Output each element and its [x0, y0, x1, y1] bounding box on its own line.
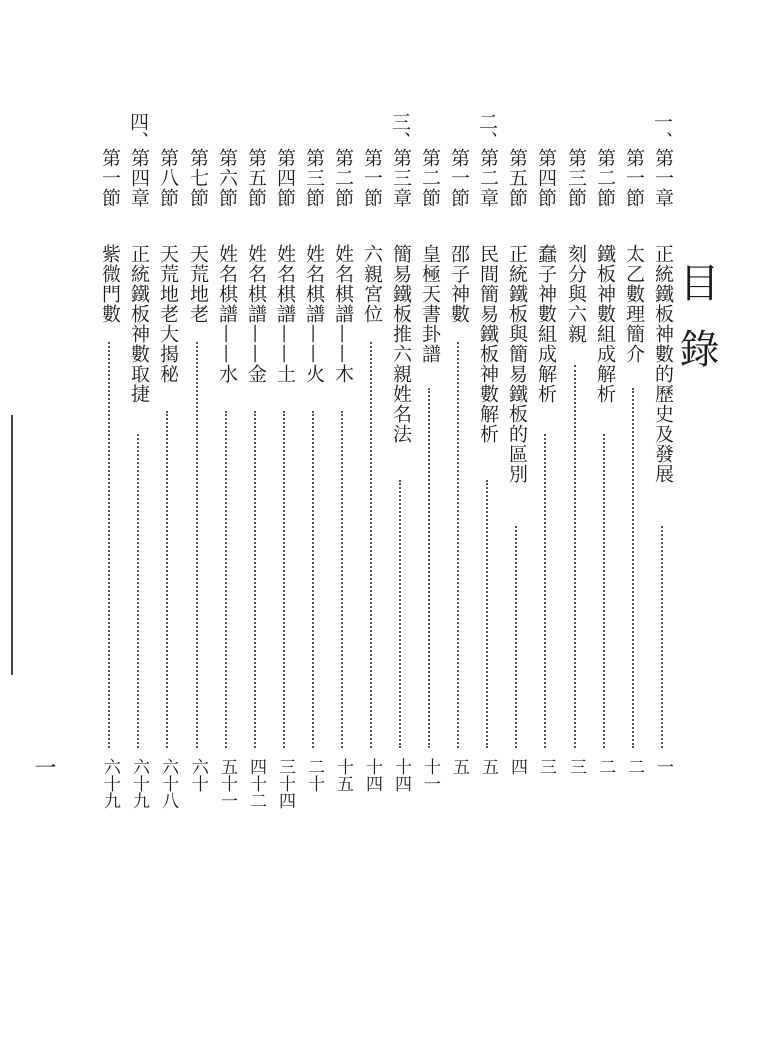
toc-entry: [187, 148, 209, 828]
toc-entry-title: 民間簡易鐵板神數解析: [477, 244, 499, 444]
toc-entry: [506, 148, 528, 828]
toc-entry-page: 三: [566, 758, 586, 775]
toc-leader-dots: [254, 411, 256, 748]
toc-entry: [535, 148, 557, 828]
toc-entry-label: 第四章: [128, 148, 150, 208]
toc-entry: [157, 148, 179, 828]
toc-leader-dots: [574, 365, 576, 748]
toc-entry-title: 正統鐵板神數的歷史及發展: [652, 244, 674, 484]
toc-leader-dots: [225, 411, 227, 748]
toc-entry-page: 五: [449, 758, 469, 775]
toc-entry-page: 二: [624, 758, 644, 775]
toc-leader-dots: [137, 434, 139, 748]
toc-entry-label: 第三節: [303, 148, 325, 208]
toc-entry-page: 六十九: [100, 758, 120, 809]
toc-entry-page: 十五: [333, 758, 353, 792]
toc-entry-page: 十一: [420, 758, 440, 792]
toc-entry-label: 第二節: [332, 148, 354, 208]
toc-leader-dots: [457, 342, 459, 748]
chapter-marker-1: 一、: [651, 112, 673, 150]
toc-entry-label: 第二節: [419, 148, 441, 208]
toc-entry-page: 四十二: [246, 758, 266, 809]
toc-entry-title: 姓名棋譜——水: [216, 244, 238, 384]
toc-entry-label: 第四節: [274, 148, 296, 208]
toc-entry-page: 二十: [304, 758, 324, 792]
toc-entry-label: 第一節: [623, 148, 645, 208]
binding-edge-line: [11, 415, 13, 675]
toc-entry-page: 十四: [391, 758, 411, 792]
toc-entry-page: 六十八: [158, 758, 178, 809]
toc-entry-title: 簡易鐵板推六親姓名法: [390, 244, 412, 444]
toc-entry-label: 第一節: [448, 148, 470, 208]
toc-entry: [332, 148, 354, 828]
toc-entry-label: 第一節: [361, 148, 383, 208]
toc-entry-title: 天荒地老: [187, 244, 209, 324]
toc-leader-dots: [661, 526, 663, 748]
toc-entry-label: 第三節: [565, 148, 587, 208]
toc-entry: [652, 148, 674, 828]
folio-mark: 一: [31, 756, 56, 778]
toc-entry-page: 六十: [188, 758, 208, 792]
toc-leader-dots: [370, 342, 372, 748]
toc-entry: [274, 148, 296, 828]
toc-leader-dots: [428, 388, 430, 748]
toc-entry: [419, 148, 441, 828]
toc-entry-page: 一: [653, 758, 673, 775]
toc-entry-title: 姓名棋譜——土: [274, 244, 296, 384]
toc-entry-title: 姓名棋譜——木: [332, 244, 354, 384]
toc-entry-page: 五: [478, 758, 498, 775]
toc-leader-dots: [603, 434, 605, 748]
toc-entry-title: 姓名棋譜——火: [303, 244, 325, 384]
toc-entry-title: 鐵板神數組成解析: [594, 244, 616, 404]
toc-entry-title: 六親宮位: [361, 244, 383, 324]
toc-entry-label: 第二節: [594, 148, 616, 208]
toc-entry-title: 紫微門數: [99, 244, 121, 324]
chapter-marker-2: 二、: [476, 112, 498, 150]
toc-leader-dots: [108, 342, 110, 748]
page-title: 目錄: [673, 262, 719, 394]
toc-entry-page: 四: [507, 758, 527, 775]
toc-entry: [99, 148, 121, 828]
toc-entry-label: 第五節: [506, 148, 528, 208]
chapter-marker-3: 三、: [389, 112, 411, 150]
toc-leader-dots: [196, 342, 198, 748]
toc-entry: [303, 148, 325, 828]
toc-entry-title: 皇極天書卦譜: [419, 244, 441, 364]
toc-entry: [565, 148, 587, 828]
toc-entry-label: 第六節: [216, 148, 238, 208]
toc-leader-dots: [283, 411, 285, 748]
toc-entry-page: 三十四: [275, 758, 295, 809]
toc-entry-label: 第一節: [99, 148, 121, 208]
toc-entry-page: 十四: [362, 758, 382, 792]
toc-entry: [128, 148, 150, 828]
toc-entry-label: 第七節: [187, 148, 209, 208]
toc-entry: [594, 148, 616, 828]
toc-entry-label: 第二章: [477, 148, 499, 208]
toc-leader-dots: [486, 480, 488, 748]
toc-entry-label: 第三章: [390, 148, 412, 208]
toc-entry-title: 姓名棋譜——金: [245, 244, 267, 384]
toc-leader-dots: [312, 411, 314, 748]
toc-leader-dots: [544, 434, 546, 748]
toc-entry-label: 第五節: [245, 148, 267, 208]
toc-entry-title: 正統鐵板與簡易鐵板的區別: [506, 244, 528, 484]
toc-entry: [216, 148, 238, 828]
chapter-marker-4: 四、: [127, 112, 149, 150]
toc-entry-title: 蠢子神數組成解析: [535, 244, 557, 404]
toc-entry: [245, 148, 267, 828]
toc-entry: [623, 148, 645, 828]
toc-entry-label: 第八節: [157, 148, 179, 208]
toc-entry-label: 第一章: [652, 148, 674, 208]
toc-entry-title: 太乙數理簡介: [623, 244, 645, 364]
toc-entry-page: 五十一: [217, 758, 237, 809]
toc-entry: [477, 148, 499, 828]
toc-leader-dots: [515, 526, 517, 748]
toc-entry-title: 天荒地老大揭秘: [157, 244, 179, 384]
toc-entry-label: 第四節: [535, 148, 557, 208]
toc-entry-title: 刻分與六親: [565, 244, 587, 344]
toc-entry: [448, 148, 470, 828]
toc-entry-page: 三: [536, 758, 556, 775]
toc-leader-dots: [341, 411, 343, 748]
toc-leader-dots: [399, 480, 401, 748]
toc-entry: [361, 148, 383, 828]
toc-leader-dots: [632, 388, 634, 748]
toc-entry-title: 邵子神數: [448, 244, 470, 324]
toc-leader-dots: [166, 411, 168, 748]
toc-entry-page: 二: [595, 758, 615, 775]
toc-entry: [390, 148, 412, 828]
toc-entry-page: 六十九: [129, 758, 149, 809]
toc-entry-title: 正統鐵板神數取捷: [128, 244, 150, 404]
